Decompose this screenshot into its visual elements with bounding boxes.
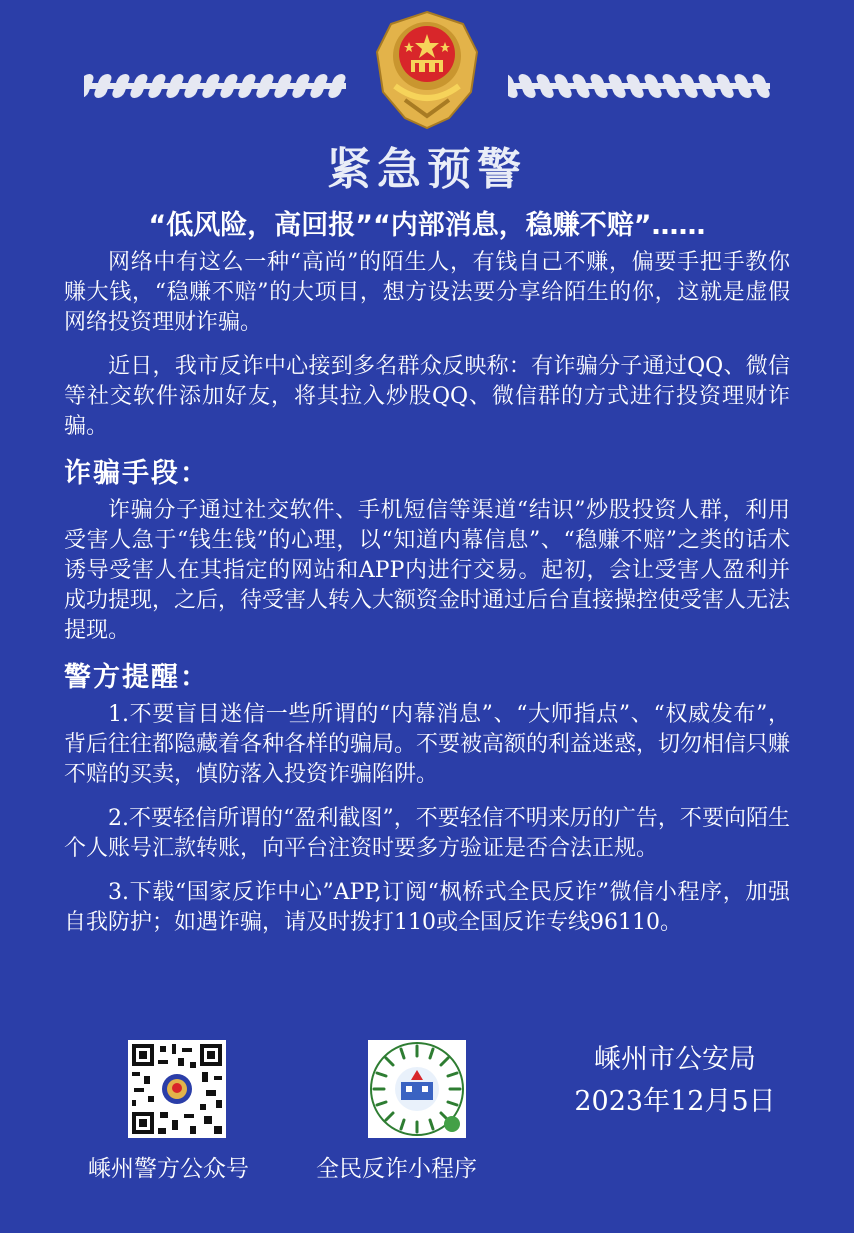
mini-program-code[interactable] (368, 1040, 466, 1138)
qr-label-mini-program: 全民反诈小程序 (316, 1156, 477, 1182)
tip-item-1: 1.不要盲目迷信一些所谓的“内幕消息”、“大师指点”、“权威发布”，背后往往都隐藏着各种各样的骗局。不要被高额的利益迷惑，切勿相信只赚不赔的买卖，慎防落入投资诈骗陷阱。 (64, 702, 791, 787)
right-wing-decoration (508, 72, 770, 100)
methods-heading: 诈骗手段： (64, 458, 209, 489)
qr-code-official-account[interactable] (128, 1040, 226, 1138)
notice-body (64, 248, 790, 952)
left-wing-decoration (84, 72, 346, 100)
intro-paragraph-1: 网络中有这么一种“高尚”的陌生人，有钱自己不赚，偏要手把手教你赚大钱，“稳赚不赔”的大项目，想方设法要分享给陌生的你，这就是虚假网络投资理财诈骗。 (64, 250, 790, 335)
intro-paragraph-2: 近日，我市反诈中心接到多名群众反映称：有诈骗分子通过QQ、微信等社交软件添加好友，将其拉入炒股QQ、微信群的方式进行投资理财诈骗。 (64, 354, 790, 439)
page-title: 紧急预警 (327, 144, 527, 195)
subtitle: “低风险，高回报”“内部消息，稳赚不赔”…… (148, 210, 706, 241)
issuer-name: 嵊州市公安局 (594, 1044, 756, 1075)
qr-label-official-account: 嵊州警方公众号 (88, 1156, 249, 1182)
issue-date: 2023年12月5日 (574, 1086, 776, 1117)
tips-heading: 警方提醒： (64, 662, 209, 693)
tip-item-3: 3.下载“国家反诈中心”APP,订阅“枫桥式全民反诈”微信小程序，加强自我防护；如遇诈骗，请及时拨打110或全国反诈专线96110。 (64, 880, 790, 935)
methods-paragraph: 诈骗分子通过社交软件、手机短信等渠道“结识”炒股投资人群，利用受害人急于“钱生钱”的心理，以“知道内幕信息”、“稳赚不赔”之类的话术诱导受害人在其指定的网站和APP内进行交易。起初，会让受害人盈利并成功提现，之后，待受害人转入大额资金时通过后台直接操控使受害人无法提现。 (64, 498, 791, 643)
tip-item-2: 2.不要轻信所谓的“盈利截图”，不要轻信不明来历的广告，不要向陌生个人账号汇款转账，向平台注资时要多方验证是否合法正规。 (64, 806, 790, 861)
police-emblem-icon (365, 8, 489, 132)
